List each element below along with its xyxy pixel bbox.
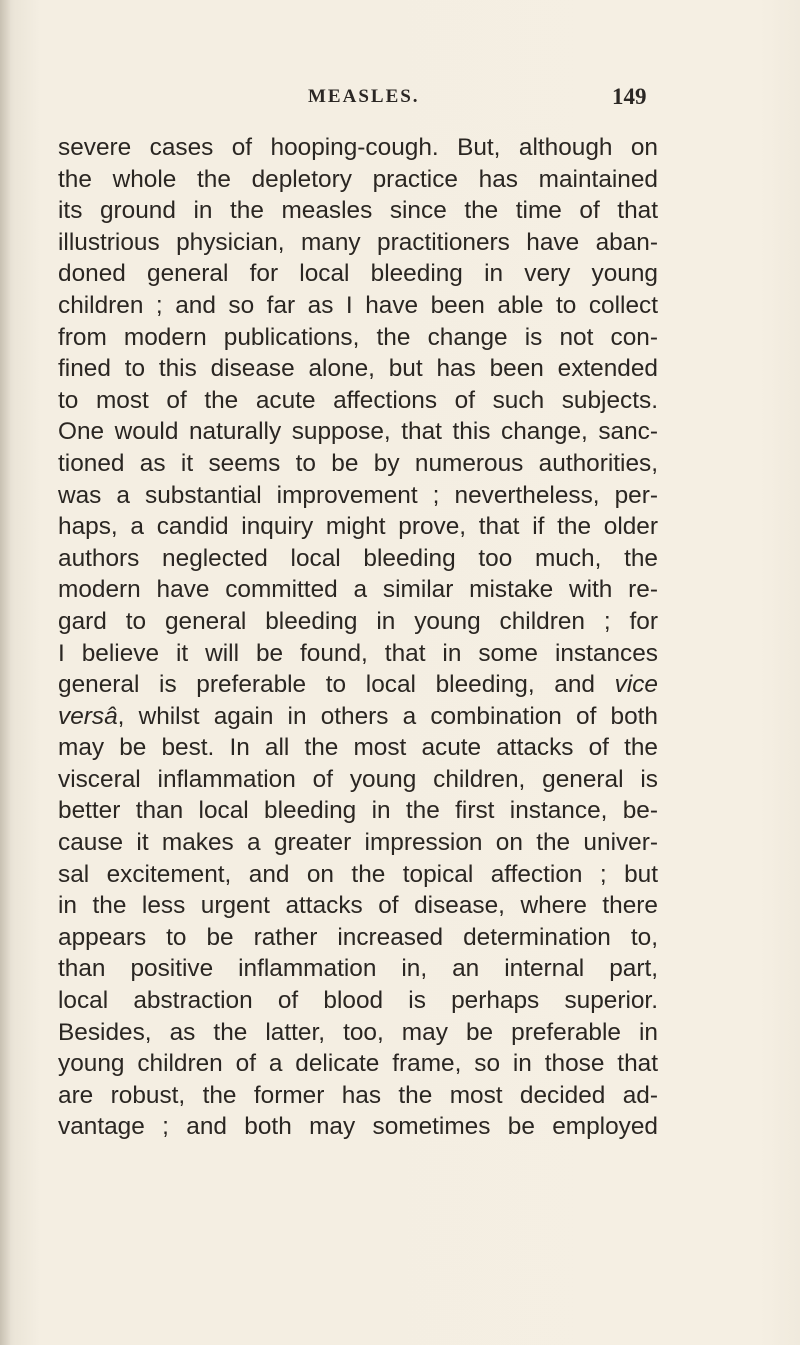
text-line: to most of the acute affections of such subjects. (58, 386, 658, 414)
text-line: better than local bleeding in the first instance, be- (58, 797, 658, 825)
text-line: was a substantial improvement ; nevertheless, per- (58, 481, 658, 509)
text-line: from modern publications, the change is not con- (58, 323, 658, 351)
text-line: cause it makes a greater impression on the univer- (58, 829, 658, 857)
running-head-title: MEASLES. (308, 86, 420, 107)
text-line: tioned as it seems to be by numerous authorities, (58, 449, 658, 477)
text-line: its ground in the measles since the time of that (58, 197, 658, 225)
text-line: than positive inflammation in, an internal part, (58, 955, 658, 983)
running-head (0, 86, 800, 116)
text-line: One would naturally suppose, that this change, sanc- (58, 418, 658, 446)
text-line: appears to be rather increased determination to, (58, 923, 658, 951)
body-text (58, 132, 658, 1143)
text-line: authors neglected local bleeding too much, the (58, 544, 658, 572)
page-number: 149 (612, 84, 647, 109)
text-line: general is preferable to local bleeding, and vice (58, 671, 658, 699)
text-line: children ; and so far as I have been able to collect (58, 291, 658, 319)
text-line: fined to this disease alone, but has been extended (58, 355, 658, 383)
text-line: are robust, the former has the most decided ad- (58, 1081, 658, 1109)
text-line: haps, a candid inquiry might prove, that if the older (58, 513, 658, 541)
page-gutter (0, 0, 10, 1345)
text-line: local abstraction of blood is perhaps superior. (58, 987, 658, 1015)
text-line: vantage ; and both may sometimes be employed (58, 1113, 658, 1141)
text-line: may be best. In all the most acute attacks of the (58, 734, 658, 762)
text-line: I believe it will be found, that in some instances (58, 639, 658, 667)
text-line: Besides, as the latter, too, may be preferable in (58, 1018, 658, 1046)
text-line: illustrious physician, many practitioners have aban- (58, 228, 658, 256)
text-line: doned general for local bleeding in very young (58, 260, 658, 288)
text-line: sal excitement, and on the topical affection ; but (58, 860, 658, 888)
text-line: modern have committed a similar mistake with re- (58, 576, 658, 604)
text-line: versâ, whilst again in others a combination of both (58, 702, 658, 730)
text-line: the whole the depletory practice has maintained (58, 165, 658, 193)
text-line: in the less urgent attacks of disease, where there (58, 892, 658, 920)
text-line: young children of a delicate frame, so in those that (58, 1050, 658, 1078)
text-line: severe cases of hooping-cough. But, although on (58, 134, 658, 161)
text-line: visceral inflammation of young children, general is (58, 765, 658, 793)
text-line: gard to general bleeding in young children ; for (58, 607, 658, 635)
